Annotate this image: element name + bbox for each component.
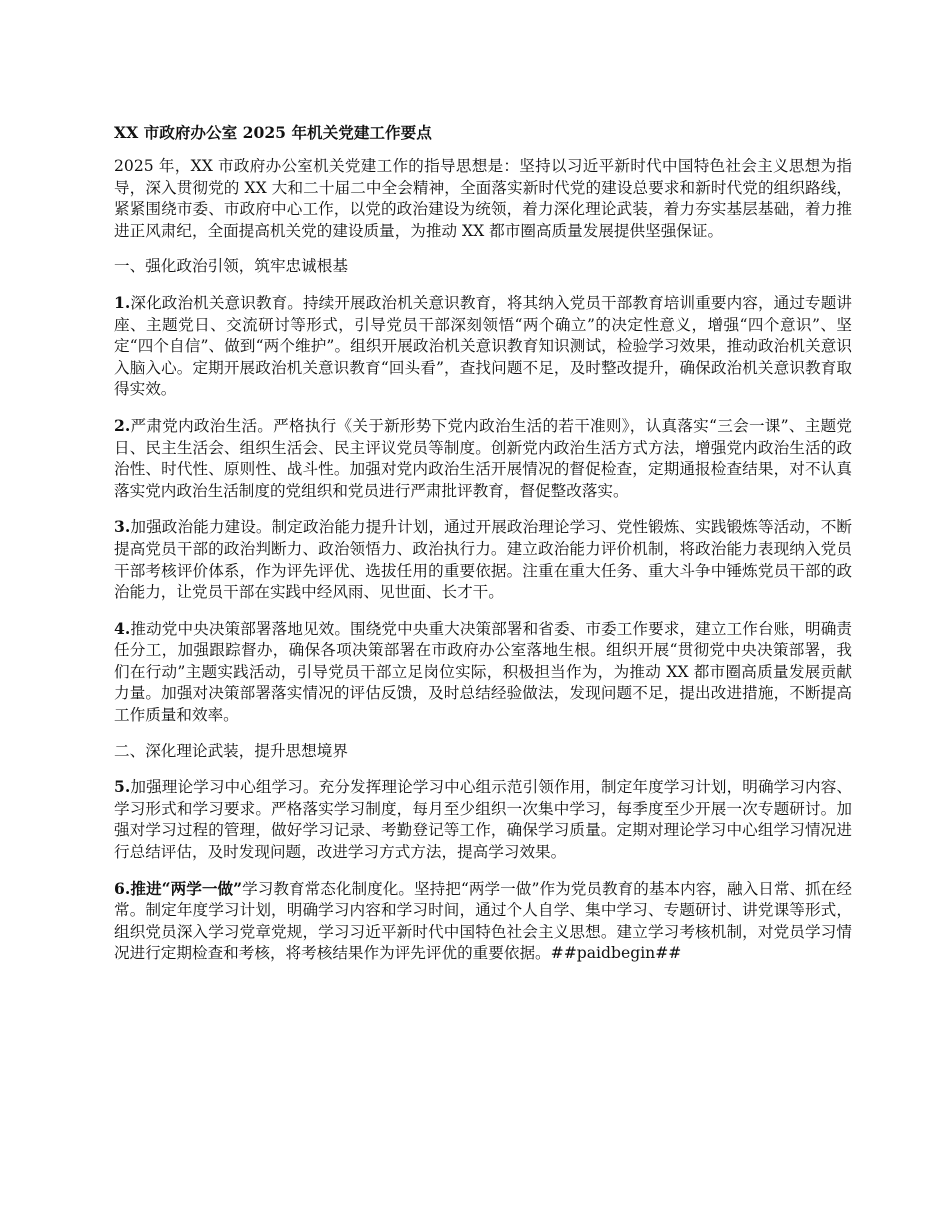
- item-paragraph-5: [114, 776, 852, 863]
- item-paragraph-4: [114, 618, 852, 727]
- item-number: 3.: [114, 517, 131, 537]
- item-text: 加强政治能力建设。制定政治能力提升计划，通过开展政治理论学习、党性锻炼、实践锻炼等活动，不断提高党员干部的政治判断力、政治领悟力、政治执行力。建立政治能力评价机制，将政治能力表现纳入党员干部考核评价体系，作为评先评优、选拔任用的重要依据。注重在重大任务、重大斗争中锤炼党员干部的政治能力，让党员干部在实践中经风雨、见世面、长才干。: [114, 518, 852, 602]
- item-number: 6.: [114, 878, 131, 898]
- item-paragraph-3: [114, 516, 852, 603]
- item-number: 2.: [114, 415, 131, 435]
- item-paragraph-1: [114, 292, 852, 401]
- item-text: 深化政治机关意识教育。持续开展政治机关意识教育，将其纳入党员干部教育培训重要内容，通过专题讲座、主题党日、交流研讨等形式，引导党员干部深刻领悟“两个确立”的决定性意义，增强“四个意识”、坚定“四个自信”、做到“两个维护”。组织开展政治机关意识教育知识测试，检验学习效果，推动政治机关意识入脑入心。定期开展政治机关意识教育“回头看”，查找问题不足，及时整改提升，确保政治机关意识教育取得实效。: [114, 293, 852, 399]
- section-heading-2: 二、深化理论武装，提升思想境界: [114, 741, 348, 760]
- item-bold-lead: 推进“两学一做”: [130, 878, 243, 898]
- item-text: 推动党中央决策部署落地见效。围绕党中央重大决策部署和省委、市委工作要求，建立工作台账，明确责任分工，加强跟踪督办，确保各项决策部署在市政府办公室落地生根。组织开展“贯彻党中央决策部署，我们在行动”主题实践活动，引导党员干部立足岗位实际，积极担当作为，为推动 XX 都市圈高质量发展贡献力量。加强对决策部署落实情况的评估反馈，及时总结经验做法，发现问题不足，提出改进措施，不断提高工作质量和效率。: [114, 619, 852, 725]
- item-text: 加强理论学习中心组学习。充分发挥理论学习中心组示范引领作用，制定年度学习计划，明确学习内容、学习形式和学习要求。严格落实学习制度，每月至少组织一次集中学习，每季度至少开展一次专题研讨。加强对学习过程的管理，做好学习记录、考勤登记等工作，确保学习质量。定期对理论学习中心组学习情况进行总结评估，及时发现问题，改进学习方式方法，提高学习效果。: [114, 778, 852, 862]
- item-text: 严肃党内政治生活。严格执行《关于新形势下党内政治生活的若干准则》，认真落实“三会一课”、主题党日、民主生活会、组织生活会、民主评议党员等制度。创新党内政治生活方式方法，增强党内政治生活的政治性、时代性、原则性、战斗性。加强对党内政治生活开展情况的督促检查，定期通报检查结果，对不认真落实党内政治生活制度的党组织和党员进行严肃批评教育，督促整改落实。: [114, 416, 852, 500]
- item-number: 5.: [114, 777, 131, 797]
- item-paragraph-6: [114, 878, 852, 965]
- item-text: 学习教育常态化制度化。坚持把“两学一做”作为党员教育的基本内容，融入日常、抓在经常。制定年度学习计划，明确学习内容和学习时间，通过个人自学、集中学习、专题研讨、讲党课等形式，组织党员深入学习党章党规，学习习近平新时代中国特色社会主义思想。建立学习考核机制，对党员学习情况进行定期检查和考核，将考核结果作为评先评优的重要依据。##paidbegin##: [114, 879, 852, 963]
- document-title: XX 市政府办公室 2025 年机关党建工作要点: [114, 123, 432, 142]
- item-paragraph-2: [114, 415, 852, 502]
- item-number: 4.: [114, 618, 131, 638]
- item-number: 1.: [114, 292, 131, 312]
- section-heading-1: 一、强化政治引领，筑牢忠诚根基: [114, 257, 348, 276]
- intro-paragraph: 2025 年，XX 市政府办公室机关党建工作的指导思想是：坚持以习近平新时代中国特色社会主义思想为指导，深入贯彻党的 XX 大和二十届二中全会精神，全面落实新时代党的建设总要求和新时代党的组织路线，紧紧围绕市委、市政府中心工作，以党的政治建设为统领，着力深化理论武装，着力夯实基层基础，着力推进正风肃纪，全面提高机关党的建设质量，为推动 XX 都市圈高质量发展提供坚强保证。: [114, 157, 852, 240]
